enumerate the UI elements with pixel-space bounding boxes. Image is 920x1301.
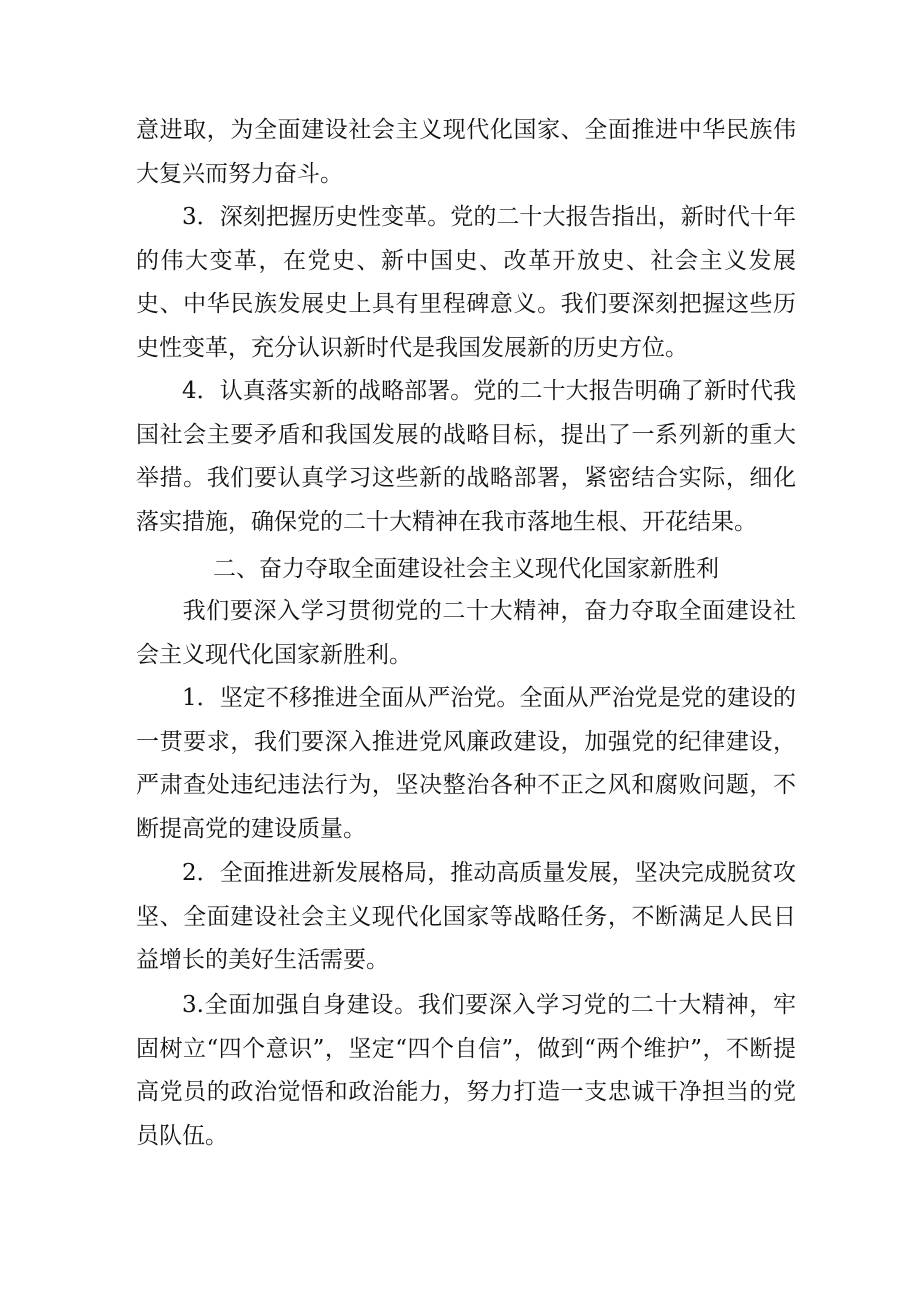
paragraph-section1-item4	[136, 370, 796, 544]
paragraph-continuation	[136, 109, 796, 196]
paragraph-text: 意进取，为全面建设社会主义现代化国家、全面推进中华民族伟大复兴而努力奋斗。	[136, 117, 796, 187]
paragraph-text: 2．全面推进新发展格局，推动高质量发展，坚决完成脱贫攻坚、全面建设社会主义现代化国家等战略任务，不断满足人民日益增长的美好生活需要。	[136, 860, 796, 973]
paragraph-section2-item1	[136, 677, 796, 851]
paragraph-text: 3.全面加强自身建设。我们要深入学习党的二十大精神，牢固树立“四个意识”，坚定“四个自信”，做到“两个维护”，不断提高党员的政治觉悟和政治能力，努力打造一支忠诚干净担当的党员队伍。	[136, 992, 796, 1149]
paragraph-text: 3．深刻把握历史性变革。党的二十大报告指出，新时代十年的伟大变革，在党史、新中国史、改革开放史、社会主义发展史、中华民族发展史上具有里程碑意义。我们要深刻把握这些历史性变革，充分认识新时代是我国发展新的历史方位。	[136, 204, 796, 361]
paragraph-section2-item2	[136, 852, 796, 983]
paragraph-section2-intro	[136, 590, 796, 677]
section-heading-2: 二、奋力夺取全面建设社会主义现代化国家新胜利	[213, 556, 719, 582]
paragraph-section2-item3	[136, 984, 796, 1158]
paragraph-text: 1．坚定不移推进全面从严治党。全面从严治党是党的建设的一贯要求，我们要深入推进党风廉政建设，加强党的纪律建设，严肃查处违纪违法行为，坚决整治各种不正之风和腐败问题，不断提高党的建设质量。	[136, 685, 796, 842]
paragraph-section1-item3	[136, 196, 796, 370]
paragraph-text: 4．认真落实新的战略部署。党的二十大报告明确了新时代我国社会主要矛盾和我国发展的战略目标，提出了一系列新的重大举措。我们要认真学习这些新的战略部署，紧密结合实际，细化落实措施，确保党的二十大精神在我市落地生根、开花结果。	[136, 378, 796, 535]
paragraph-text: 我们要深入学习贯彻党的二十大精神，奋力夺取全面建设社会主义现代化国家新胜利。	[136, 598, 796, 668]
